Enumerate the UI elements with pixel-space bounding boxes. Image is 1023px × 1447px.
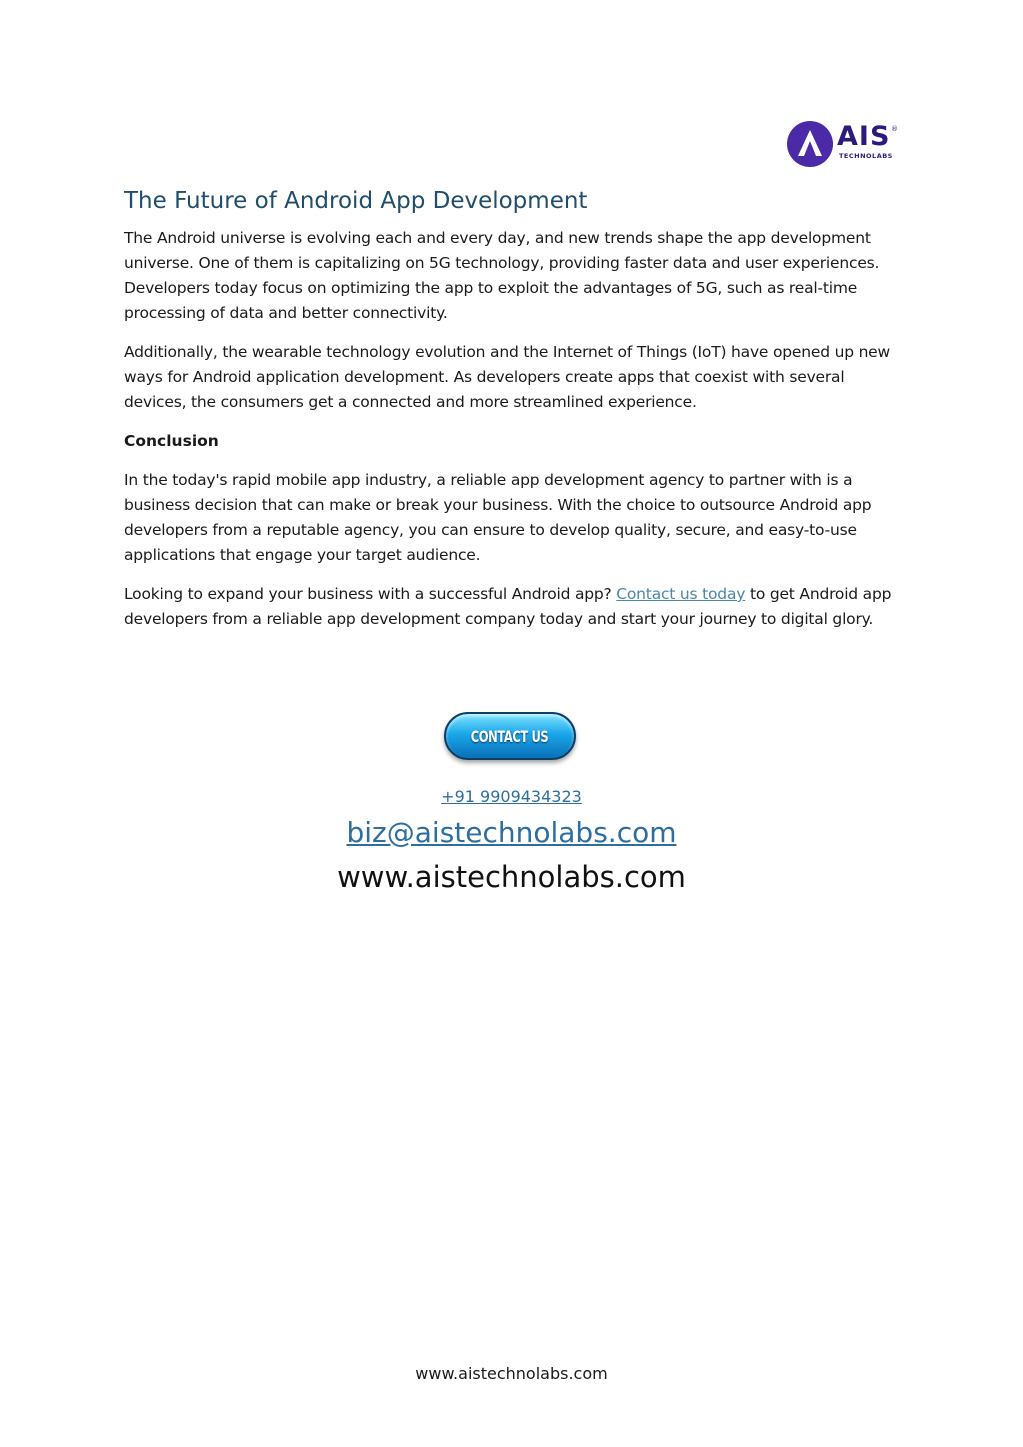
company-logo [787,121,899,169]
paragraph-cta [124,582,904,632]
footer-website: www.aistechnolabs.com [415,1364,608,1383]
paragraph-cta-lead: Looking to expand your business with a successful Android app? [124,585,617,603]
logo-brand: AIS [837,121,891,152]
contact-us-button[interactable] [444,712,576,760]
paragraph-5g: The Android universe is evolving each and every day, and new trends shape the app development universe. One of them is capitalizing on 5G technology, providing faster data and user experiences. Developers today focus on optimizing the app to exploit the advantages of 5G, such as real-time processing of data and better connectivity. [124,229,880,322]
contact-us-link[interactable]: Contact us today [616,585,746,603]
article-body [124,186,904,646]
contact-us-button-label: CONTACT US [471,726,549,746]
paragraph-iot: Additionally, the wearable technology evolution and the Internet of Things (IoT) have opened up new ways for Android application development. As developers create apps that coexist with several devices, the consumers get a connected and more streamlined experience. [124,343,891,411]
phone-link[interactable]: +91 9909434323 [441,787,582,806]
paragraph-cta-tail: to get Android app developers from a reliable app development company today and start your journey to digital glory. [124,585,892,628]
logo-registered-mark: ® [891,125,898,133]
website-text: www.aistechnolabs.com [337,860,686,894]
logo-subtitle: TECHNOLABS [839,152,893,160]
email-link[interactable]: biz@aistechnolabs.com [346,816,677,849]
article-title: The Future of Android App Development [124,188,588,214]
conclusion-heading: Conclusion [124,432,219,450]
paragraph-conclusion: In the today's rapid mobile app industry, a reliable app development agency to partner with is a business decision that can make or break your business. With the choice to outsource Android app developers from a reputable agency, you can ensure to develop quality, secure, and easy-to-use applications that engage your target audience. [124,471,872,564]
logo-a-icon [787,121,833,167]
